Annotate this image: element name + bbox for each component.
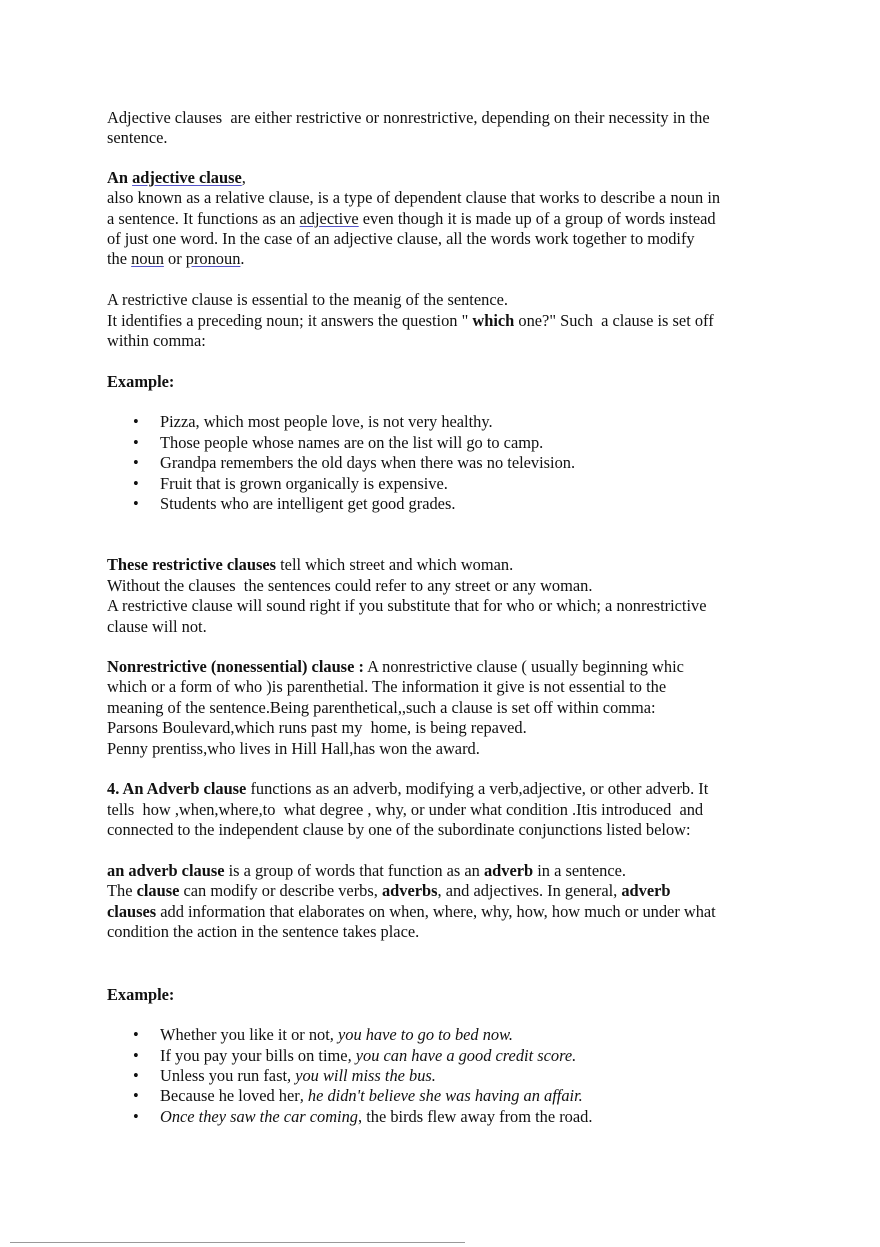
text-line: [107, 779, 708, 799]
list-item: [133, 474, 448, 494]
text-run: An: [107, 168, 133, 187]
text-run: A nonrestrictive clause ( usually beginning whic: [363, 657, 684, 676]
text-line: [107, 209, 716, 229]
text-line: [107, 881, 671, 901]
text-run: tell which street and which woman.: [276, 555, 514, 574]
text-run: Nonrestrictive (nonessential) clause :: [107, 657, 364, 676]
text-run: Penny prentiss,who lives in Hill Hall,has won the award.: [107, 739, 480, 758]
text-line: [107, 820, 691, 840]
text-run: which: [472, 311, 515, 330]
text-run: ,: [241, 168, 246, 187]
text-line: [107, 698, 656, 718]
text-run: , the birds flew away from the road.: [358, 1107, 593, 1126]
text-run: sentence.: [107, 128, 168, 147]
text-line: [107, 188, 720, 208]
text-line: [107, 800, 703, 820]
text-run: adverb: [483, 861, 534, 880]
text-line: [107, 617, 207, 637]
text-run: Example:: [107, 985, 175, 1004]
text-run: functions as an adverb, modifying a verb,adjective, or other adverb. It: [246, 779, 709, 798]
hyperlink[interactable]: noun: [131, 249, 164, 268]
text-run: adverbs: [381, 881, 438, 900]
text-run: Without the clauses the sentences could refer to any street or any woman.: [107, 576, 593, 595]
text-run: one?" Such a clause is set off: [514, 311, 714, 330]
text-line: [107, 372, 174, 392]
text-line: [107, 555, 513, 575]
text-line: [107, 249, 245, 269]
text-run: or: [163, 249, 186, 268]
bullet-icon: •: [133, 474, 139, 493]
text-run: Fruit that is grown organically is expensive.: [160, 474, 448, 493]
text-run: clause: [136, 881, 180, 900]
text-line: [107, 576, 592, 596]
bullet-icon: •: [133, 1086, 139, 1105]
text-run: Because he loved her: [160, 1086, 300, 1105]
list-item: [133, 1046, 577, 1066]
text-run: a sentence. It functions as an: [107, 209, 300, 228]
text-run: A restrictive clause is essential to the meanig of the sentence.: [107, 290, 508, 309]
text-run: connected to the independent clause by one of the subordinate conjunctions listed below:: [107, 820, 691, 839]
text-run: add information that elaborates on when, where, why, how, how much or under what: [156, 902, 716, 921]
bullet-icon: •: [133, 1107, 139, 1126]
text-run: is a group of words that function as an: [224, 861, 484, 880]
text-run: , you will miss the bus.: [287, 1066, 436, 1085]
text-run: even though it is made up of a group of words instead: [358, 209, 716, 228]
text-line: [107, 168, 246, 188]
hyperlink[interactable]: pronoun: [185, 249, 241, 268]
text-line: [107, 902, 716, 922]
text-run: the: [107, 249, 132, 268]
hyperlink[interactable]: adjective: [299, 209, 359, 228]
text-run: condition the action in the sentence takes place.: [107, 922, 420, 941]
text-line: [107, 677, 666, 697]
text-run: It identifies a preceding noun; it answers the question ": [107, 311, 473, 330]
text-run: , you can have a good credit score.: [347, 1046, 577, 1065]
text-run: Whether you like it or not: [160, 1025, 330, 1044]
text-line: [107, 108, 710, 128]
text-run: meaning of the sentence.Being parenthetical,,such a clause is set off within comma:: [107, 698, 656, 717]
bullet-icon: •: [133, 1046, 139, 1065]
text-run: Pizza, which most people love, is not very healthy.: [160, 412, 493, 431]
text-run: can modify or describe verbs,: [179, 881, 382, 900]
text-run: tells how ,when,where,to what degree , why, or under what condition .Itis introduced and: [107, 800, 704, 819]
text-line: [107, 861, 626, 881]
text-run: .: [240, 249, 245, 268]
list-item: [133, 494, 456, 514]
list-item: [133, 453, 576, 473]
list-item: [133, 412, 493, 432]
text-run: adverb: [621, 881, 671, 900]
text-line: [107, 311, 714, 331]
text-run: Adjective clauses are either restrictive or nonrestrictive, depending on their necessity in the: [107, 108, 710, 127]
text-line: [107, 331, 206, 351]
text-run: clauses: [107, 902, 157, 921]
text-run: in a sentence.: [533, 861, 626, 880]
text-run: an adverb clause: [107, 861, 225, 880]
text-run: Students who are intelligent get good grades.: [160, 494, 456, 513]
text-run: Once they saw the car coming: [160, 1107, 359, 1126]
text-run: within comma:: [107, 331, 206, 350]
bullet-icon: •: [133, 453, 139, 472]
text-run: Those people whose names are on the list will go to camp.: [160, 433, 544, 452]
text-run: which or a form of who )is parenthetial. The information it give is not essential to the: [107, 677, 667, 696]
bullet-icon: •: [133, 494, 139, 513]
text-run: A restrictive clause will sound right if you substitute that for who or which; a nonrestrictive: [107, 596, 707, 615]
footer-divider: [10, 1242, 465, 1243]
text-line: [107, 739, 480, 759]
bullet-icon: •: [133, 1025, 139, 1044]
text-run: , you have to go to bed now.: [329, 1025, 513, 1044]
list-item: [133, 1025, 513, 1045]
list-item: [133, 1086, 583, 1106]
text-line: [107, 229, 695, 249]
text-run: The: [107, 881, 137, 900]
bullet-icon: •: [133, 412, 139, 431]
bullet-icon: •: [133, 1066, 139, 1085]
text-line: [107, 596, 707, 616]
text-run: , and adjectives. In general,: [437, 881, 622, 900]
text-run: Grandpa remembers the old days when there was no television.: [160, 453, 576, 472]
text-run: of just one word. In the case of an adjective clause, all the words work together to modify: [107, 229, 695, 248]
text-run: Unless you run fast: [160, 1066, 288, 1085]
text-line: [107, 657, 684, 677]
text-line: [107, 922, 419, 942]
text-line: [107, 718, 527, 738]
text-run: Parsons Boulevard,which runs past my home, is being repaved.: [107, 718, 527, 737]
text-run: clause will not.: [107, 617, 207, 636]
text-run: These restrictive clauses: [107, 555, 277, 574]
hyperlink[interactable]: adjective clause: [132, 168, 242, 187]
list-item: [133, 1066, 436, 1086]
text-run: If you pay your bills on time: [160, 1046, 348, 1065]
list-item: [133, 433, 544, 453]
text-line: [107, 290, 508, 310]
text-run: 4. An Adverb clause: [107, 779, 247, 798]
text-run: also known as a relative clause, is a type of dependent clause that works to describe a noun in: [107, 188, 721, 207]
text-line: [107, 985, 174, 1005]
text-run: , he didn't believe she was having an affair.: [299, 1086, 583, 1105]
text-run: Example:: [107, 372, 175, 391]
list-item: [133, 1107, 593, 1127]
bullet-icon: •: [133, 433, 139, 452]
text-line: [107, 128, 168, 148]
